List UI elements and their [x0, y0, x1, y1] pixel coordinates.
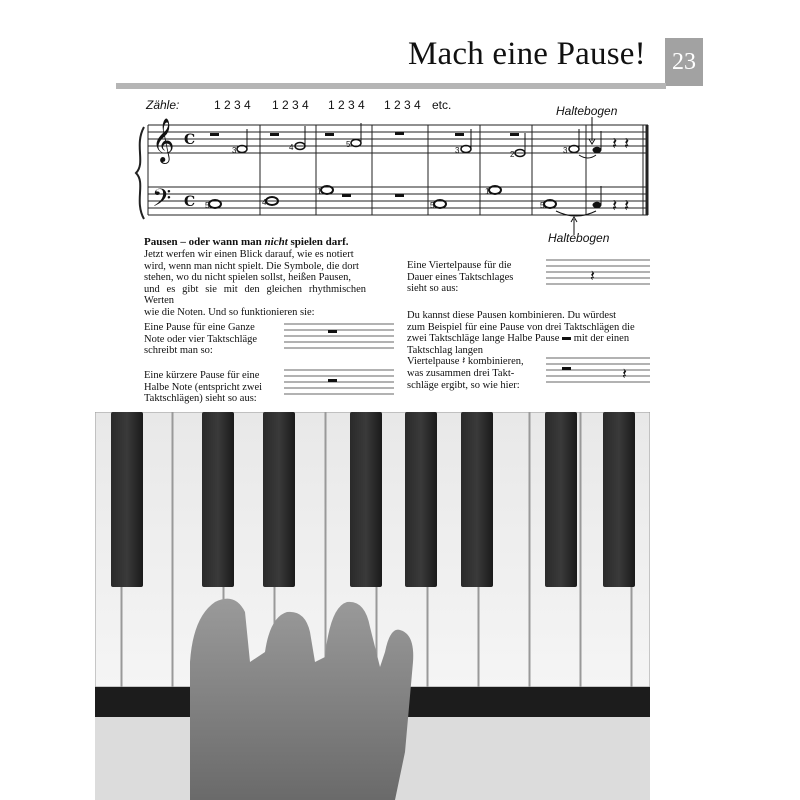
half-rest-text [144, 370, 279, 405]
quarter-rest-icon: 𝄽 [612, 196, 618, 216]
haltebogen-label-top: Haltebogen [556, 104, 618, 118]
count-group: 1 2 3 4 [384, 98, 421, 112]
half-rest-icon [562, 337, 571, 340]
finger-number: 3 [563, 146, 568, 155]
quarter-rest-icon: 𝄽 [624, 134, 630, 154]
combined-rest-staff [546, 356, 650, 386]
text-line: Viertelpause 𝄽 kombinieren, [407, 355, 524, 368]
haltebogen-label-bottom: Haltebogen [548, 231, 610, 245]
half-rest-icon [562, 367, 571, 370]
count-label: Zähle: [146, 98, 180, 112]
section-heading [144, 236, 349, 248]
finger-number: 4 [289, 143, 294, 152]
quarter-rest-staff [546, 258, 650, 288]
finger-number: 2 [510, 150, 515, 159]
text-line: und es gibt sie mit den gleichen rhythmischen Werten [144, 283, 366, 307]
text-line: schläge ergibt, so wie hier: [407, 379, 520, 391]
text-line: Eine Viertelpause für die [407, 260, 512, 271]
text-line: wie die Noten. Und so funktionieren sie: [144, 306, 315, 318]
heading-emphasis: nicht [264, 236, 288, 248]
text-line: wird, wenn man nicht spielt. Die Symbole, die dort [144, 260, 359, 272]
heading-text: spielen darf. [287, 236, 349, 248]
piano-hand-photo [95, 412, 650, 800]
intro-paragraph [144, 249, 366, 319]
half-rest-icon [328, 379, 337, 382]
text-line: was zusammen drei Takt- [407, 367, 515, 379]
text-line: stehen, wo du nicht spielen sollst, heißen Pausen, [144, 272, 352, 284]
finger-number: 5 [346, 140, 351, 149]
finger-number: 3 [232, 146, 237, 155]
common-time-icon: C [184, 132, 196, 148]
finger-number: 1 [317, 187, 322, 196]
page-title: Mach eine Pause! [408, 36, 646, 72]
common-time-icon: C [184, 194, 196, 210]
whole-rest-staff [284, 322, 394, 352]
grand-staff-brace [136, 127, 144, 219]
half-rest-staff [284, 368, 394, 398]
text-line: Jetzt werfen wir einen Blick darauf, wie es notiert [144, 249, 354, 260]
quarter-rest-icon: 𝄽 [462, 355, 466, 368]
finger-number: 5 [540, 201, 545, 210]
quarter-rest-text [407, 260, 537, 295]
treble-clef-icon: 𝄞 [152, 118, 175, 162]
finger-number: 4 [262, 198, 267, 207]
whole-rest-text [144, 322, 279, 357]
heading-text: Pausen – oder wann man [144, 236, 265, 248]
finger-number: 5 [430, 201, 435, 210]
bass-clef-icon: 𝄢 [152, 184, 172, 219]
text-line: schreibt man so: [144, 345, 213, 357]
quarter-rest-icon: 𝄽 [624, 196, 630, 216]
text-line: Taktschlägen) sieht so aus: [144, 393, 257, 405]
page-number: 23 [672, 49, 696, 75]
music-score [130, 115, 660, 235]
quarter-rest-icon: 𝄽 [590, 266, 595, 285]
title-rule [116, 83, 666, 89]
whole-rest-icon [328, 330, 337, 333]
text-line: Note oder vier Taktschläge [144, 333, 258, 345]
finger-number: 3 [455, 146, 460, 155]
text-line: Eine Pause für eine Ganze [144, 322, 255, 333]
quarter-rest-icon: 𝄽 [622, 364, 627, 383]
count-group: 1 2 3 4 [272, 98, 309, 112]
text-line: zwei Taktschläge lange Halbe Pause mit der einen [407, 333, 630, 345]
finger-number: 1 [485, 187, 490, 196]
finger-number: 5 [205, 201, 210, 210]
text-line: Halbe Note (entspricht zwei [144, 381, 263, 393]
text-line: zum Beispiel für eine Pause von drei Taktschlägen die [407, 321, 635, 333]
text-line: Eine kürzere Pause für eine [144, 370, 260, 381]
text-line: sieht so aus: [407, 283, 459, 295]
text-line: Taktschlag langen [407, 344, 483, 356]
quarter-rest-icon: 𝄽 [612, 134, 618, 154]
text-line: Dauer eines Taktschlages [407, 271, 514, 283]
count-suffix: etc. [432, 98, 452, 112]
count-group: 1 2 3 4 [328, 98, 365, 112]
count-group: 1 2 3 4 [214, 98, 251, 112]
page-number-box [665, 38, 703, 86]
text-line: Du kannst diese Pausen kombinieren. Du würdest [407, 310, 617, 321]
